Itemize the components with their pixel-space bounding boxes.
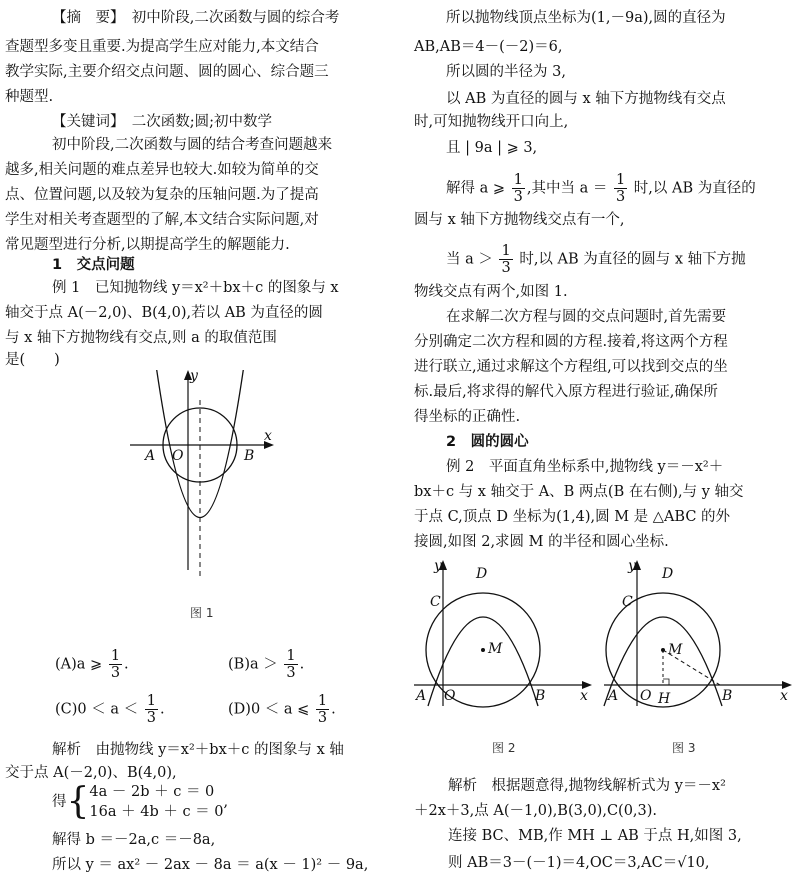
right-line-9: 在求解二次方程与圆的交点问题时,首先需要 <box>446 309 727 325</box>
analysis-line-3: 连接 BC、MB,作 MH ⊥ AB 于点 H,如图 3, <box>448 828 742 844</box>
svg-text:M: M <box>668 642 683 658</box>
svg-text:C: C <box>622 594 633 610</box>
svg-text:B: B <box>535 688 546 704</box>
solution-line-2: 交于点 A(－2,0)、B(4,0), <box>5 765 177 781</box>
abstract-line-2: 查题型多变且重要.为提高学生应对能力,本文结合 <box>5 39 319 55</box>
svg-text:A: A <box>416 688 427 704</box>
example-2-line-3: 于点 C,顶点 D 坐标为(1,4),圆 M 是 △ABC 的外 <box>414 509 731 525</box>
solution-equation-system: 得{ 4a － 2b ＋ c ＝ 0 16a ＋ 4b ＋ c ＝ 0 , <box>52 781 229 822</box>
fig1-label-x: x <box>264 428 272 444</box>
figure-3 <box>600 558 795 708</box>
fig1-label-B: B <box>244 448 255 464</box>
right-line-5: 时,可知抛物线开口向上, <box>414 114 569 130</box>
intro-line-1: 初中阶段,二次函数与圆的结合考查问题越来 <box>52 137 333 153</box>
abstract-line-1: 【摘 要】 初中阶段,二次函数与圆的综合考 <box>52 10 340 26</box>
figure-2 <box>410 558 595 708</box>
svg-text:C: C <box>430 594 441 610</box>
right-line-11: 进行联立,通过求解这个方程组,可以找到交点的坐 <box>414 359 728 375</box>
figure-3-caption: 图 3 <box>672 741 696 755</box>
intro-line-3: 点、位置问题,以及较为复杂的压轴问题.为了提高 <box>5 187 319 203</box>
svg-text:O: O <box>640 688 652 704</box>
svg-text:M: M <box>488 641 503 657</box>
option-c: (C)0 ＜ a ＜ $\frac{1}{3}$ . <box>55 693 165 726</box>
example-1-line-2: 轴交于点 A(－2,0)、B(4,0),若以 AB 为直径的圆 <box>5 305 323 321</box>
option-a: (A)a ⩾ $\frac{1}{3}$ . <box>55 648 129 681</box>
svg-text:y: y <box>628 558 636 574</box>
solution-line-3: 解得 b ＝－2a,c ＝－8a, <box>52 832 216 848</box>
right-solve-line: 解得 a ⩾ $\frac{1}{3}$ ,其中当 a ＝ $\frac{1}{3}$ 时,以 AB 为直径的 <box>446 172 756 205</box>
analysis-line-4: 则 AB＝3－(－1)＝4,OC＝3,AC＝√10, <box>448 855 710 871</box>
right-line-13: 得坐标的正确性. <box>414 409 521 425</box>
svg-text:x: x <box>780 688 788 704</box>
right-line-10: 分别确定二次方程和圆的方程.接着,将这两个方程 <box>414 334 728 350</box>
figure-2-caption: 图 2 <box>492 741 516 755</box>
fig1-label-O: O <box>172 448 184 464</box>
figure-1 <box>120 370 280 590</box>
svg-text:B: B <box>722 688 733 704</box>
right-when-line: 当 a ＞ $\frac{1}{3}$ 时,以 AB 为直径的圆与 x 轴下方抛 <box>446 243 746 276</box>
right-line-3: 所以圆的半径为 3, <box>446 64 566 80</box>
svg-text:D: D <box>662 566 674 582</box>
solution-line-1: 解析 由抛物线 y＝x²＋bx＋c 的图象与 x 轴 <box>52 742 344 758</box>
solution-line-4: 所以 y ＝ ax² － 2ax － 8a ＝ a(x － 1)² － 9a, <box>52 857 369 873</box>
analysis-line-2: ＋2x＋3,点 A(－1,0),B(3,0),C(0,3). <box>414 803 658 819</box>
intro-line-5: 常见题型进行分析,以期提高学生的解题能力. <box>5 237 290 253</box>
svg-text:H: H <box>658 691 671 707</box>
example-1-line-3: 与 x 轴下方抛物线有交点,则 a 的取值范围 <box>5 330 277 346</box>
example-2-line-4: 接圆,如图 2,求圆 M 的半径和圆心坐标. <box>414 534 669 550</box>
example-2-line-1: 例 2 平面直角坐标系中,抛物线 y＝－x²＋ <box>446 459 724 475</box>
fig1-parabola <box>156 370 244 518</box>
abstract-line-4: 种题型. <box>5 89 54 105</box>
abstract-line-3: 教学实际,主要介绍交点问题、圆的圆心、综合题三 <box>5 64 329 80</box>
option-d: (D)0 ＜ a ⩽ $\frac{1}{3}$ . <box>228 693 336 726</box>
right-line-7: 圆与 x 轴下方抛物线交点有一个, <box>414 212 625 228</box>
svg-text:O: O <box>444 688 456 704</box>
svg-text:y: y <box>434 558 442 574</box>
fig1-label-y: y <box>190 370 198 384</box>
section-2-heading: 2 圆的圆心 <box>446 434 529 450</box>
option-b: (B)a ＞ $\frac{1}{3}$ . <box>228 648 305 681</box>
section-1-heading: 1 交点问题 <box>52 257 135 273</box>
right-line-8: 物线交点有两个,如图 1. <box>414 284 568 300</box>
right-line-4: 以 AB 为直径的圆与 x 轴下方抛物线有交点 <box>446 91 726 107</box>
example-2-line-2: bx＋c 与 x 轴交于 A、B 两点(B 在右侧),与 y 轴交 <box>414 484 744 500</box>
example-1-line-4: 是( ) <box>5 352 60 368</box>
right-line-6: 且 | 9a | ⩾ 3, <box>446 140 538 156</box>
keywords-line: 【关键词】 二次函数;圆;初中数学 <box>52 114 273 130</box>
svg-text:A: A <box>608 688 619 704</box>
figure-1-caption: 图 1 <box>190 606 214 620</box>
analysis-line-1: 解析 根据题意得,抛物线解析式为 y＝－x² <box>448 778 726 794</box>
intro-line-4: 学生对相关考查题型的了解,本文结合实际问题,对 <box>5 212 319 228</box>
right-line-1: 所以抛物线顶点坐标为(1,－9a),圆的直径为 <box>446 10 726 26</box>
right-line-12: 标.最后,将求得的解代入原方程进行验证,确保所 <box>414 384 718 400</box>
svg-text:x: x <box>580 688 588 704</box>
right-line-2: AB,AB＝4－(－2)＝6, <box>414 39 563 55</box>
example-1-line-1: 例 1 已知抛物线 y＝x²＋bx＋c 的图象与 x <box>52 280 339 296</box>
svg-text:D: D <box>476 566 488 582</box>
intro-line-2: 越多,相关问题的难点差异也较大.如较为简单的交 <box>5 162 319 178</box>
fig1-label-A: A <box>145 448 156 464</box>
